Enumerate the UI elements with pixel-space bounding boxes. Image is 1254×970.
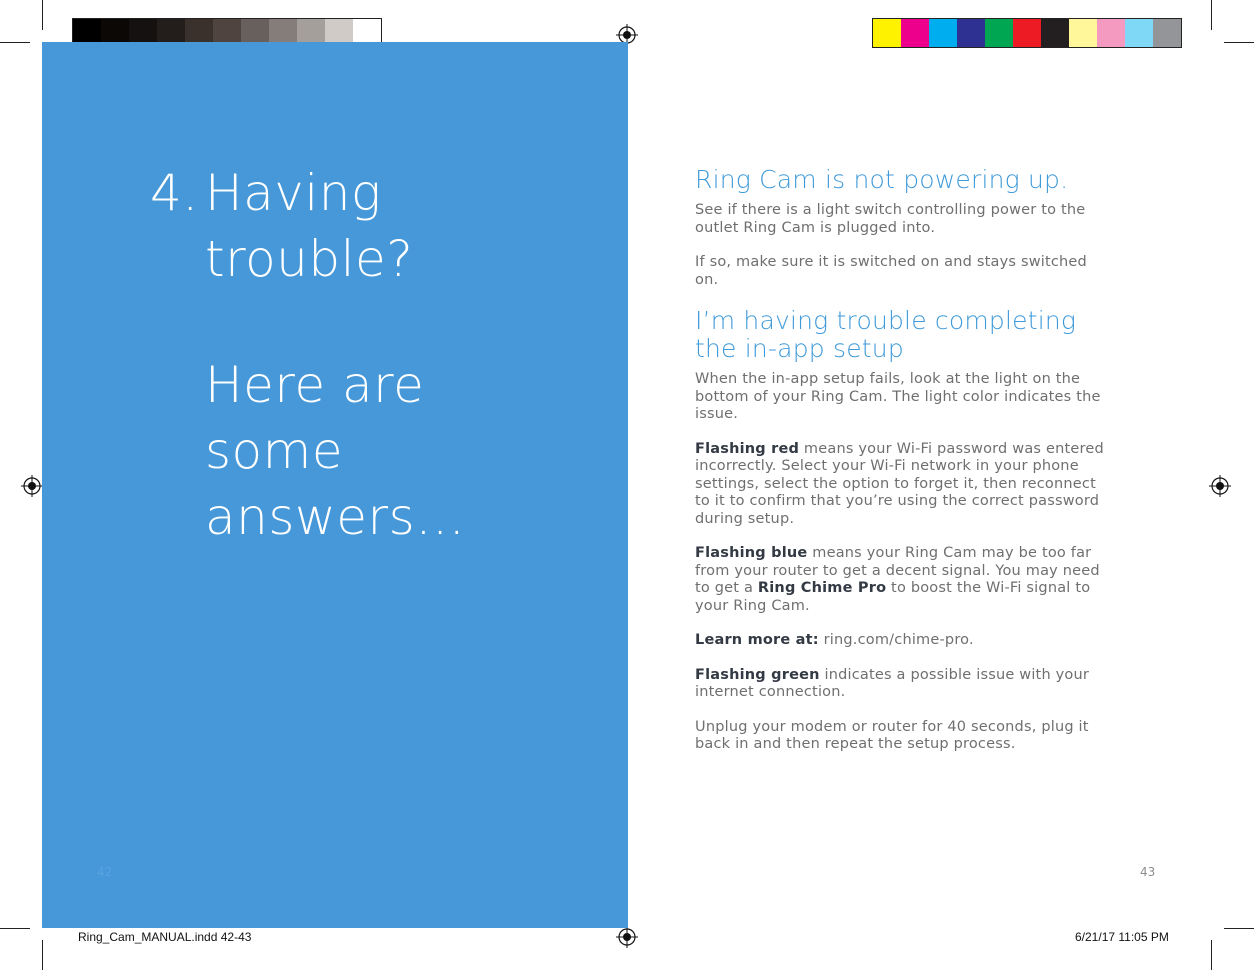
flashing-red-text: means your Wi-Fi password was entered incorrectly. Select your Wi-Fi network in your phone settings, select the option to forget it, then reconnect to it to confirm that you’re using the correct password during setup.	[695, 440, 1104, 527]
chapter-subheading	[205, 352, 466, 550]
slug-date: 6/21/17 11:05 PM	[1075, 930, 1169, 944]
heading-line: trouble?	[205, 230, 414, 288]
color-swatch	[1069, 19, 1097, 47]
color-swatch	[901, 19, 929, 47]
color-swatch	[985, 19, 1013, 47]
chime-pro-label: Ring Chime Pro	[757, 580, 887, 596]
flashing-green-text: indicates a possible issue with your internet connection.	[695, 666, 1090, 700]
color-swatch	[1125, 19, 1153, 47]
paragraph-learn-more	[695, 632, 1115, 650]
crop-mark	[0, 928, 30, 929]
crop-mark	[1224, 928, 1254, 929]
section-title: I’m having trouble completing the in-app setup	[695, 306, 1077, 363]
crop-mark	[1211, 940, 1212, 970]
section-title: Ring Cam is not powering up.	[695, 165, 1069, 194]
color-swatch	[929, 19, 957, 47]
color-swatch	[1013, 19, 1041, 47]
color-swatch	[873, 19, 901, 47]
slug-filename: Ring_Cam_MANUAL.indd 42-43	[78, 930, 252, 944]
section-number: 4.	[150, 164, 199, 222]
crop-mark	[42, 0, 43, 30]
flashing-red-label: Flashing red	[695, 440, 800, 457]
learn-more-label: Learn more at:	[695, 632, 819, 648]
paragraph: If so, make sure it is switched on and stays switched on.	[695, 254, 1087, 288]
color-swatch	[1097, 19, 1125, 47]
process-color-bar	[872, 18, 1182, 48]
crop-mark	[0, 42, 30, 43]
paragraph: See if there is a light switch controlling power to the outlet Ring Cam is plugged into.	[695, 202, 1086, 236]
subheading-line: Here are	[205, 356, 425, 414]
flashing-blue-text: means your Ring Cam may be too far from your router to get a decent signal. You may need to get a	[695, 545, 1100, 596]
paragraph: Unplug your modem or router for 40 seconds, plug it back in and then repeat the setup process.	[695, 718, 1089, 752]
subheading-line: some	[205, 422, 344, 480]
registration-mark-icon	[21, 475, 43, 497]
flashing-blue-label: Flashing blue	[695, 545, 808, 561]
troubleshooting-column	[695, 166, 1115, 754]
color-swatch	[1041, 19, 1069, 47]
crop-mark	[42, 940, 43, 970]
paragraph-flashing-red	[695, 441, 1115, 529]
flashing-blue-text-end: to boost the Wi-Fi signal to your Ring Cam.	[695, 580, 1091, 614]
color-swatch	[1153, 19, 1181, 47]
crop-mark	[1211, 0, 1212, 30]
registration-mark-icon	[1209, 475, 1231, 497]
paragraph: When the in-app setup fails, look at the light on the bottom of your Ring Cam. The light color indicates the issue.	[695, 371, 1101, 422]
paragraph-flashing-green	[695, 667, 1115, 702]
heading-line: Having	[205, 164, 382, 222]
flashing-green-label: Flashing green	[695, 666, 820, 683]
chapter-heading	[205, 160, 413, 292]
color-swatch	[957, 19, 985, 47]
page-number-right: 43	[1140, 865, 1156, 879]
registration-mark-icon	[616, 926, 638, 948]
subheading-line: answers…	[205, 488, 466, 546]
paragraph-flashing-blue	[695, 545, 1115, 615]
learn-more-url: ring.com/chime-pro.	[818, 632, 974, 648]
crop-mark	[1224, 42, 1254, 43]
page-number-left: 42	[97, 865, 113, 879]
